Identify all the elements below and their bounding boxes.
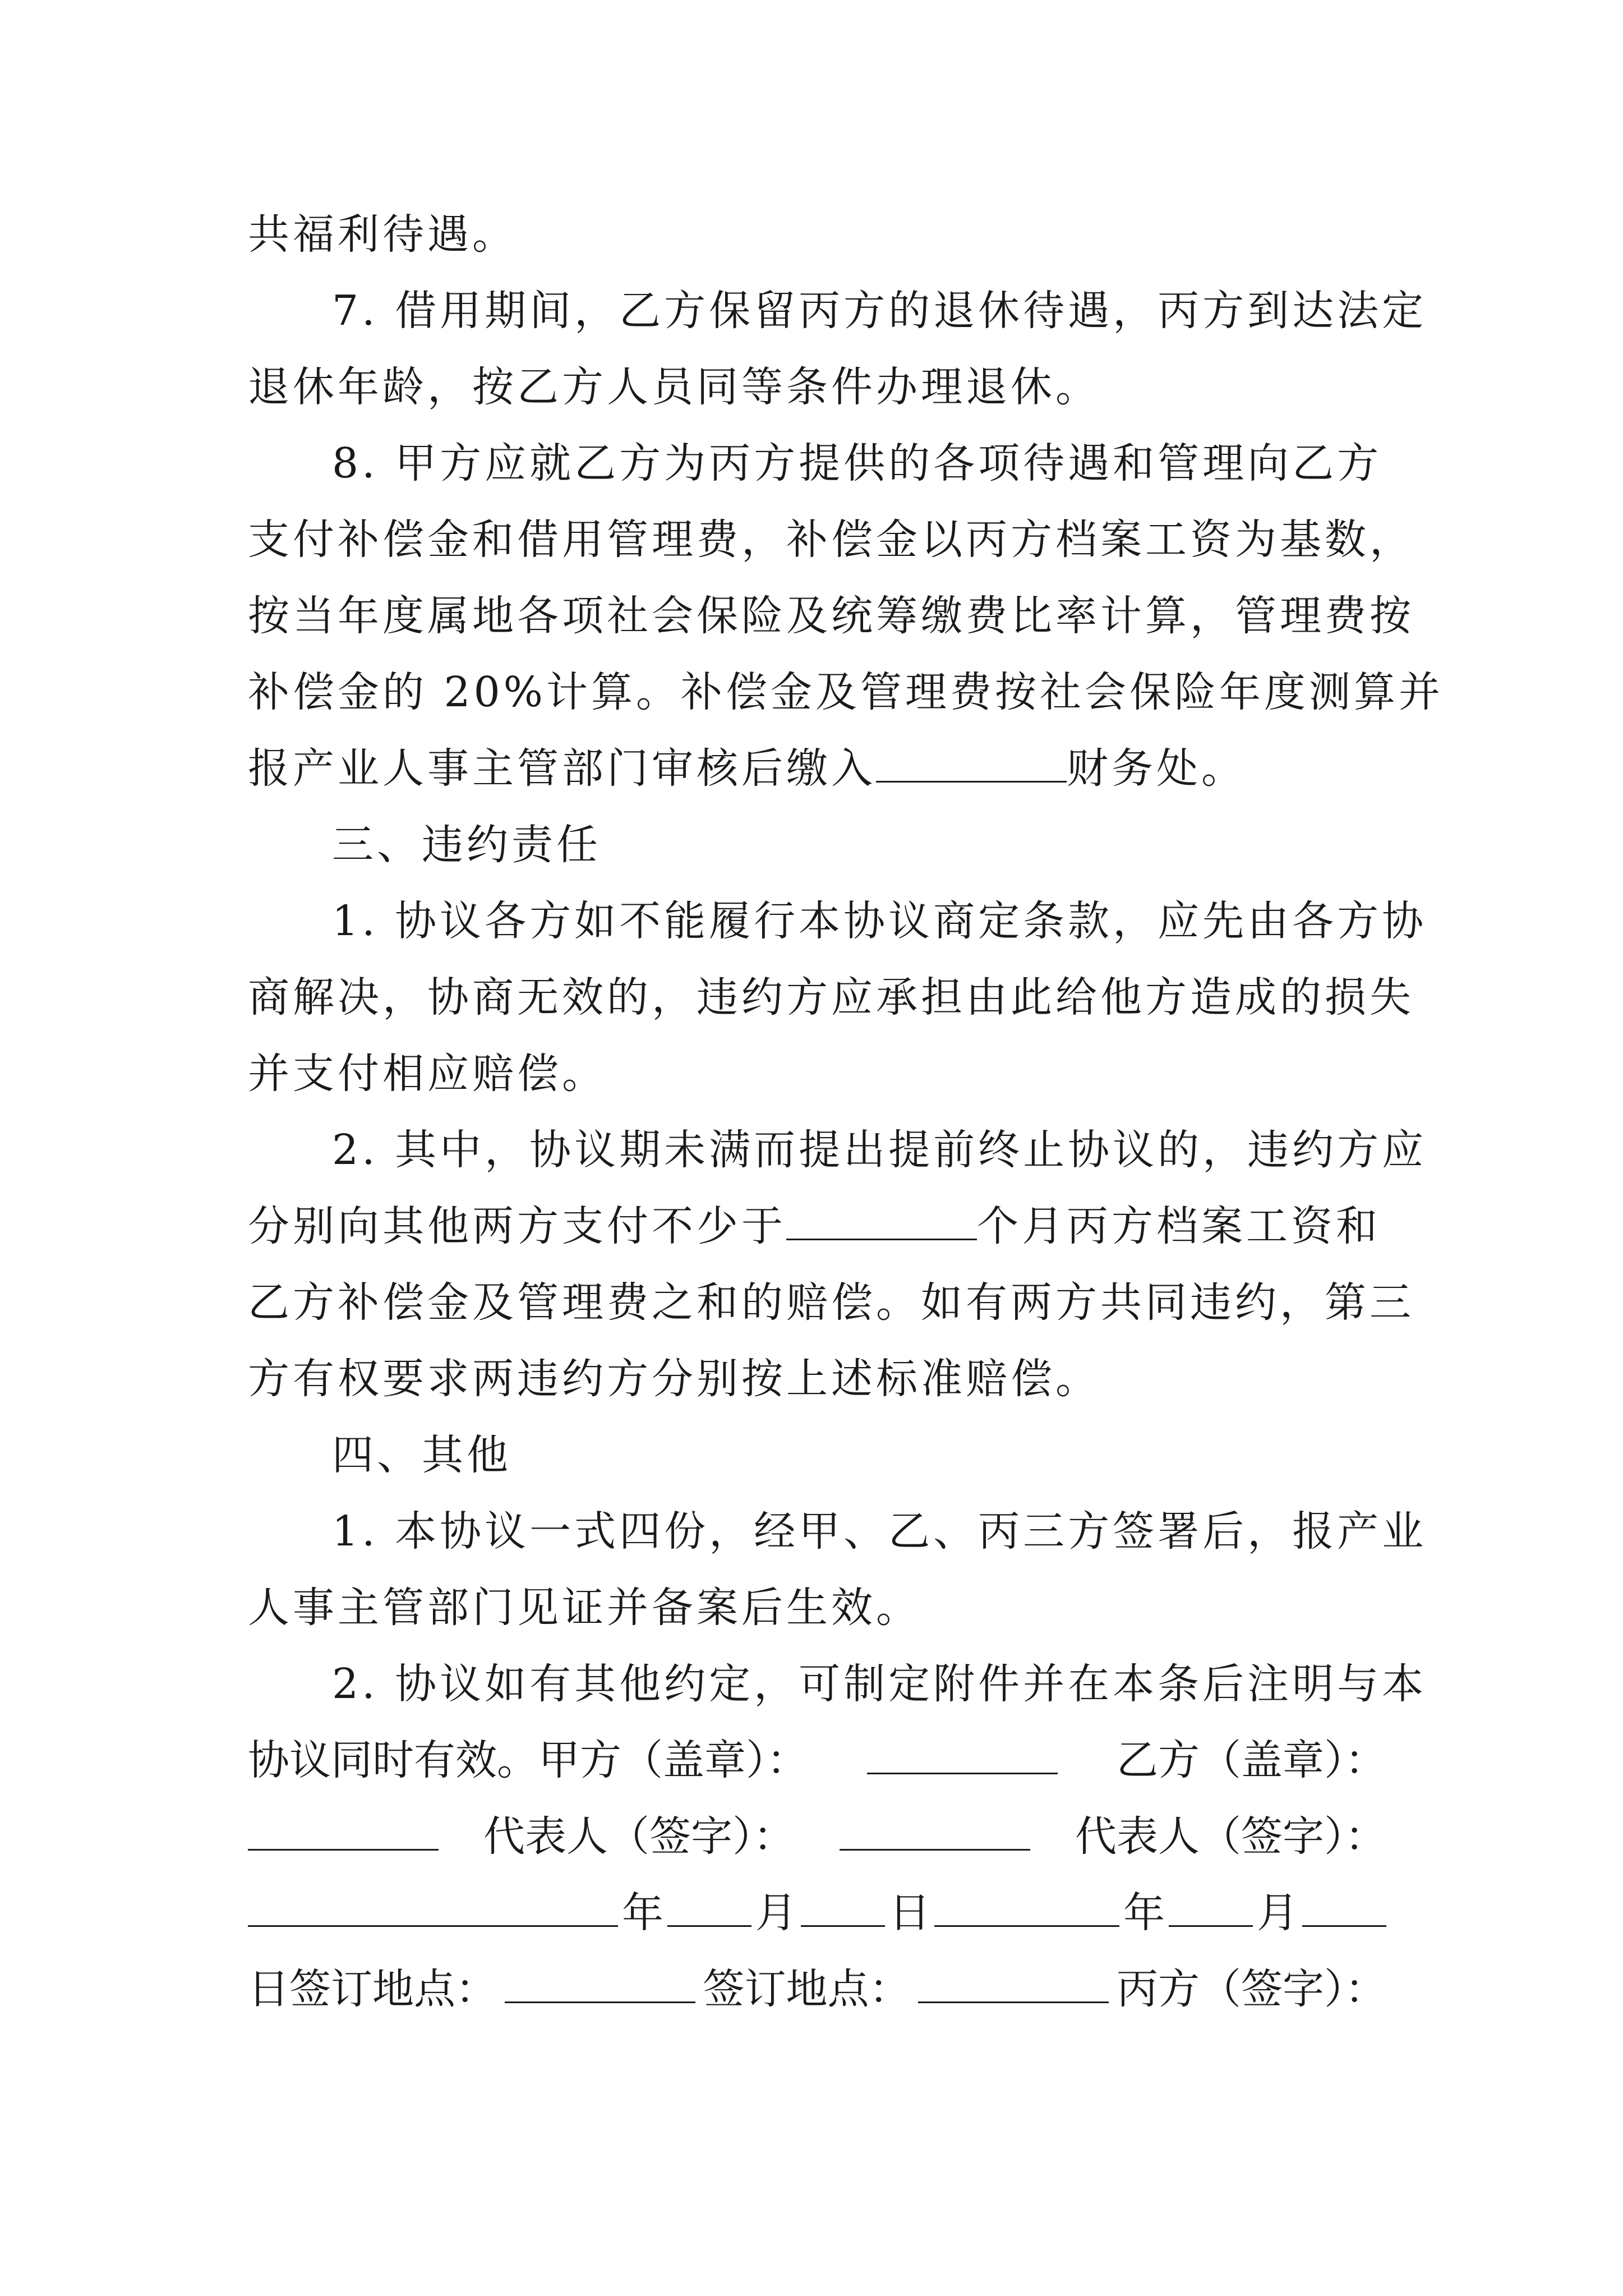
text-line: 按当年度属地各项社会保险及统筹缴费比率计算，管理费按 bbox=[248, 592, 1414, 640]
text-line: 共福利待遇。 bbox=[248, 210, 517, 259]
document-page bbox=[248, 196, 1444, 2027]
rep-sign-label-a: 代表人（签字）： bbox=[483, 1812, 795, 1861]
signing-place-blank-a[interactable] bbox=[505, 1962, 695, 2003]
clause-7: 7. 借用期间，乙方保留丙方的退休待遇，丙方到达法定 bbox=[332, 287, 1427, 335]
text-segment: 分别向其他两方支付不少于 bbox=[248, 1202, 786, 1250]
text-line: 退休年龄，按乙方人员同等条件办理退休。 bbox=[248, 363, 1100, 411]
party-a-seal-blank[interactable] bbox=[867, 1733, 1058, 1774]
text-line: 人事主管部门见证并备案后生效。 bbox=[248, 1584, 921, 1632]
year-label: 年 bbox=[622, 1889, 663, 1937]
date-line bbox=[248, 1875, 1386, 1951]
section-heading-other: 四、其他 bbox=[332, 1431, 511, 1479]
rep-sign-blank-b[interactable] bbox=[248, 1886, 618, 1927]
section-heading-breach: 三、违约责任 bbox=[332, 821, 601, 869]
rep-sign-blank-a[interactable] bbox=[840, 1810, 1030, 1851]
text-line bbox=[248, 730, 1386, 807]
clause-8: 8. 甲方应就乙方为丙方提供的各项待遇和管理向乙方 bbox=[332, 439, 1382, 487]
day-blank[interactable] bbox=[801, 1886, 885, 1927]
party-c-sign-label: 丙方（签字）： bbox=[1117, 1965, 1386, 2013]
signing-place-blank-b[interactable] bbox=[918, 1962, 1109, 2003]
fill-blank[interactable] bbox=[786, 1199, 977, 1240]
month-blank[interactable] bbox=[667, 1886, 751, 1927]
other-clause-1: 1. 本协议一式四份，经甲、乙、丙三方签署后，报产业 bbox=[332, 1507, 1427, 1556]
breach-clause-1: 1. 协议各方如不能履行本协议商定条款，应先由各方协 bbox=[332, 897, 1427, 945]
signature-line-2 bbox=[248, 1798, 1386, 1875]
text-line: 支付补偿金和借用管理费，补偿金以丙方档案工资为基数， bbox=[248, 516, 1414, 564]
other-clause-2: 2. 协议如有其他约定，可制定附件并在本条后注明与本 bbox=[332, 1660, 1427, 1708]
day-label: 日 bbox=[889, 1889, 930, 1937]
text-line: 乙方补偿金及管理费之和的赔偿。如有两方共同违约，第三 bbox=[248, 1278, 1414, 1327]
fill-blank[interactable] bbox=[876, 742, 1067, 783]
month-label: 月 bbox=[755, 1889, 797, 1937]
breach-clause-2: 2. 其中，协议期未满而提出提前终止协议的，违约方应 bbox=[332, 1126, 1427, 1174]
party-a-seal-label: 协议同时有效。甲方（盖章）： bbox=[248, 1736, 808, 1784]
text-segment: 报产业人事主管部门审核后缴入 bbox=[248, 744, 876, 793]
day-blank[interactable] bbox=[1302, 1886, 1386, 1927]
text-segment: 财务处。 bbox=[1067, 744, 1246, 793]
text-line: 补偿金的 20%计算。补偿金及管理费按社会保险年度测算并 bbox=[248, 668, 1444, 716]
signing-place-label-b: 签订地点： bbox=[703, 1965, 911, 2013]
text-segment: 个月丙方档案工资和 bbox=[977, 1202, 1381, 1250]
month-blank[interactable] bbox=[1169, 1886, 1253, 1927]
month-label: 月 bbox=[1257, 1889, 1298, 1937]
year-label: 年 bbox=[1123, 1889, 1165, 1937]
text-line: 方有权要求两违约方分别按上述标准赔偿。 bbox=[248, 1355, 1100, 1403]
text-line bbox=[248, 1188, 1386, 1264]
signing-place-line bbox=[248, 1951, 1386, 2027]
rep-sign-label-b: 代表人（签字）： bbox=[1075, 1812, 1386, 1861]
text-line: 并支付相应赔偿。 bbox=[248, 1050, 607, 1098]
party-b-seal-blank[interactable] bbox=[248, 1810, 439, 1851]
party-b-seal-label: 乙方（盖章）： bbox=[1117, 1736, 1386, 1784]
text-line: 商解决，协商无效的，违约方应承担由此给他方造成的损失 bbox=[248, 973, 1414, 1022]
signature-line-1 bbox=[248, 1722, 1386, 1798]
year-blank[interactable] bbox=[934, 1886, 1119, 1927]
signing-place-label-a: 日签订地点： bbox=[248, 1965, 497, 2013]
